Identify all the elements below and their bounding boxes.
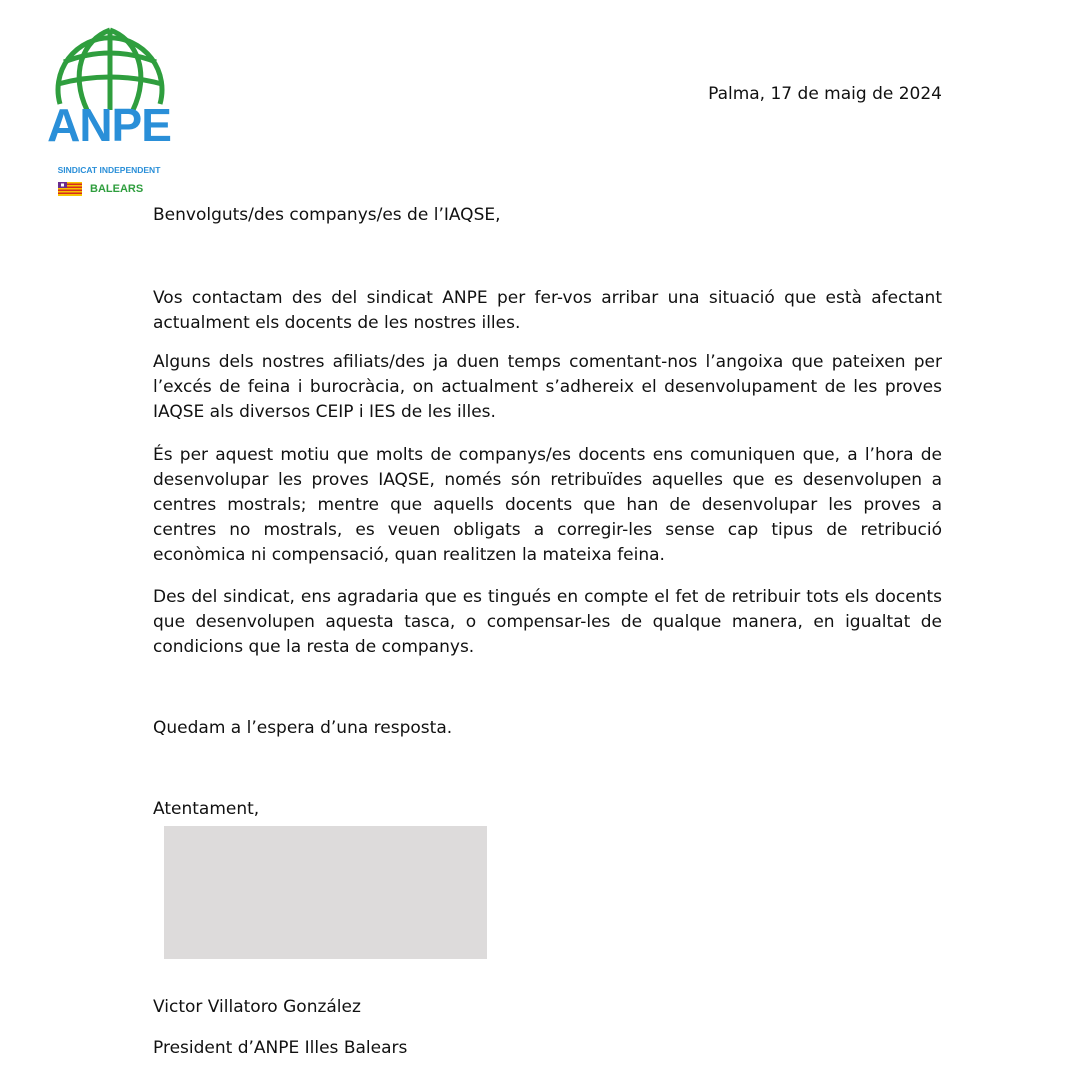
balearic-flag-icon — [58, 182, 82, 196]
letter-paragraph-4: Des del sindicat, ens agradaria que es tingués en compte el fet de retribuir tots els docents que desenvolupen aquesta tasca, o compensar-les de qualque manera, en igualtat de condicions que la resta de companys. — [153, 587, 942, 657]
letter-paragraph-3: És per aquest motiu que molts de companys/es docents ens comuniquen que, a l’hora de desenvolupar les proves IAQSE, només són retribuïdes aquelles que es desenvolupen a centres mostrals; mentre que aquells docents que han de desenvolupar les proves a centres no mostrals, es veuen obligats a corregir-les sense cap tipus de retribució econòmica ni compensació, quan realitzen la mateixa feina. — [153, 445, 942, 565]
signatory-name: Victor Villatoro González — [153, 997, 361, 1017]
signatory-title: President d’ANPE Illes Balears — [153, 1038, 408, 1058]
signature-redacted-box — [164, 826, 487, 959]
logo-region-label: BALEARS — [90, 183, 144, 195]
logo-subtitle: SINDICAT INDEPENDENT — [57, 165, 161, 175]
letter-paragraph-1: Vos contactam des del sindicat ANPE per fer-vos arribar una situació que està afectant actualment els docents de les nostres illes. — [153, 288, 942, 333]
letter-paragraph-2: Alguns dels nostres afiliats/des ja duen temps comentant-nos l’angoixa que pateixen per l’excés de feina i burocràcia, on actualment s’adhereix el desenvolupament de les proves IAQSE als diversos CEIP i IES de les illes. — [153, 352, 942, 422]
letter-closing-line: Quedam a l’espera d’una resposta. — [153, 718, 453, 738]
logo-wordmark: ANPE — [47, 99, 171, 151]
letter-sign-off: Atentament, — [153, 799, 260, 819]
logo-region — [58, 158, 144, 195]
letter-greeting: Benvolguts/des companys/es de l’IAQSE, — [153, 205, 501, 225]
anpe-logo — [40, 24, 180, 195]
letter-date: Palma, 17 de maig de 2024 — [708, 84, 942, 104]
